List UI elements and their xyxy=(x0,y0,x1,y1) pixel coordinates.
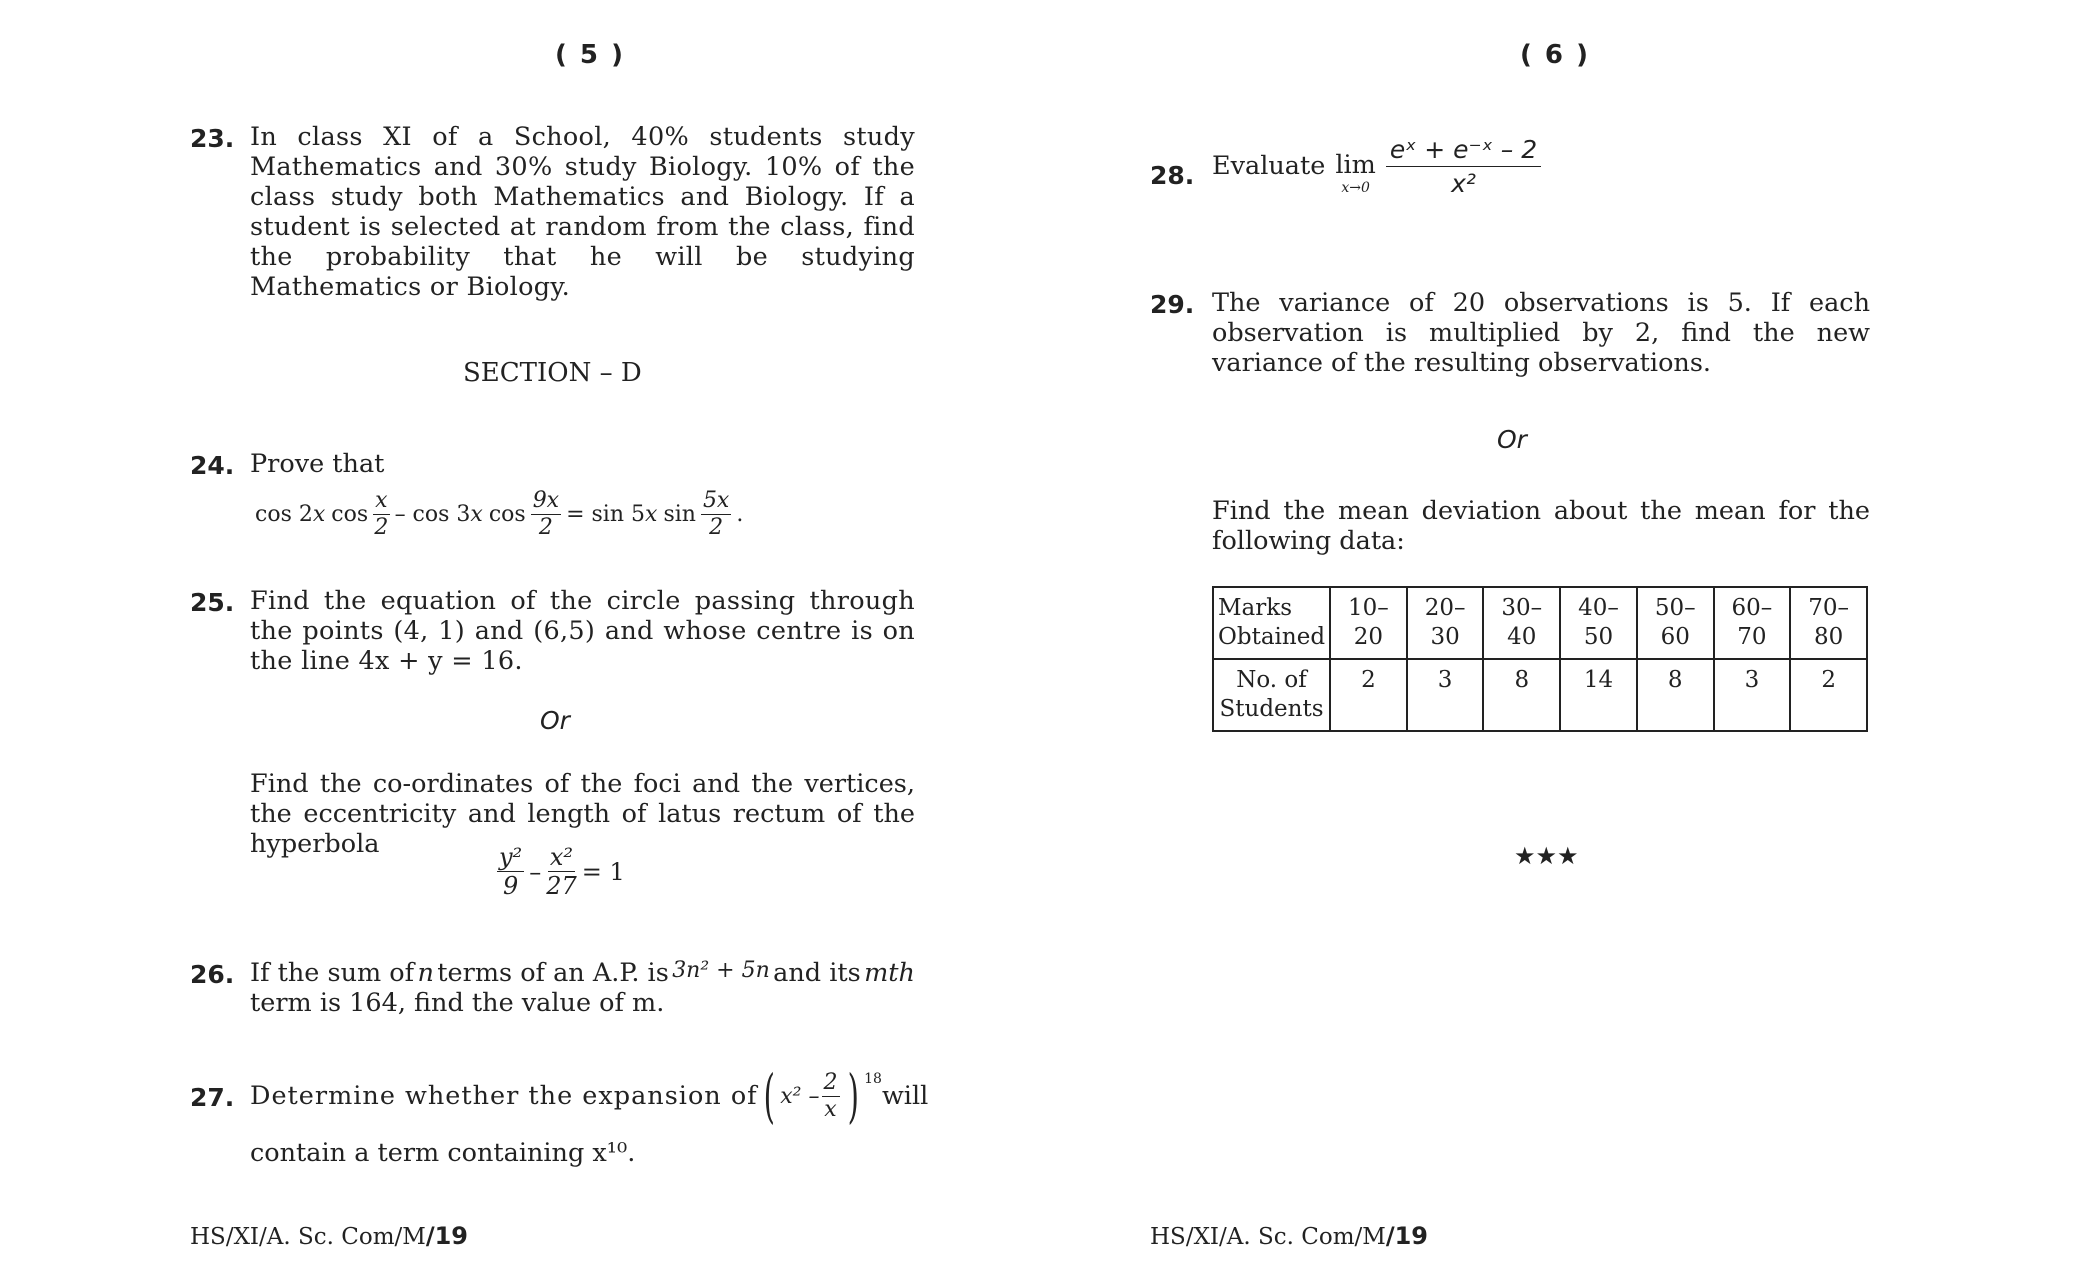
question-29-alt-text: Find the mean deviation about the mean for the following data: xyxy=(1212,496,1870,556)
question-23-text: In class XI of a School, 40% students study Mathematics and 30% study Biology. 10% of the class study both Mathematics and Biology. If a student is selected at random from the class, find the probability that he will be studying Mathematics or Biology. xyxy=(250,122,915,302)
question-26-line1 xyxy=(250,958,915,988)
table-cell-marks: 60–70 xyxy=(1714,587,1791,659)
table-cell-students: 2 xyxy=(1330,659,1407,731)
question-25-number: 25. xyxy=(190,588,235,617)
end-stars: ★★★ xyxy=(1514,842,1579,870)
table-row-students xyxy=(1213,659,1867,731)
q27-frac-2-x: $\frac{2}{x}$ xyxy=(823,1069,838,1122)
eq24-frac-9x-2: $\frac{9x}{2}$ xyxy=(532,488,560,540)
q27-exponent: 18 xyxy=(864,1071,882,1087)
table-cell-students: 2 xyxy=(1790,659,1867,731)
q28-fraction: $\frac{\text{eˣ + e⁻ˣ – 2}}{\text{x²}}$ xyxy=(1386,137,1541,196)
table-header-students: No. of Students xyxy=(1213,659,1330,731)
eq25-frac-y2-9: $\frac{\text{y²}}{9}$ xyxy=(499,843,523,900)
right-footer xyxy=(1150,1222,1428,1250)
eq24-cos-b: cos xyxy=(488,502,526,527)
table-cell-marks: 20–30 xyxy=(1407,587,1484,659)
left-footer-year: /19 xyxy=(425,1222,468,1250)
eq24-frac-5x-2: $\frac{5x}{2}$ xyxy=(702,488,730,540)
q27-text-b: will xyxy=(881,1081,929,1111)
question-25-or: Or xyxy=(540,706,570,735)
q26-text-a: If the sum of xyxy=(250,958,415,988)
q26-n: n xyxy=(417,958,434,988)
left-page-number: ( 5 ) xyxy=(555,40,625,70)
eq24-cos2: cos 2x xyxy=(255,502,326,527)
right-page-number: ( 6 ) xyxy=(1520,40,1590,70)
eq24-sin: sin xyxy=(663,502,696,527)
question-27-line1 xyxy=(250,1060,929,1132)
eq25-frac-x2-27: $\frac{\text{x²}}{27}$ xyxy=(546,843,577,900)
table-cell-students: 8 xyxy=(1637,659,1714,731)
question-27-line2: contain a term containing x¹⁰. xyxy=(250,1138,636,1168)
left-footer-code: HS/XI/A. Sc. Com/M xyxy=(190,1224,426,1250)
table-cell-students: 3 xyxy=(1714,659,1791,731)
eq24-period: . xyxy=(736,502,744,527)
question-25-alt-text: Find the co-ordinates of the foci and the vertices, the eccentricity and length of latus rectum of the hyperbola xyxy=(250,769,915,859)
question-24-equation xyxy=(252,490,746,539)
q27-expr-a: x² – xyxy=(780,1083,820,1109)
table-row-marks xyxy=(1213,587,1867,659)
question-25-text: Find the equation of the circle passing through the points (4, 1) and (6,5) and whose centre is on the line 4x + y = 16. xyxy=(250,586,915,676)
question-25-hyperbola-equation xyxy=(495,845,628,898)
q26-mth: mth xyxy=(864,958,915,988)
q27-expression: ( x² – $\frac{2}{x}$ ) 18 xyxy=(763,1062,882,1130)
table-cell-students: 8 xyxy=(1483,659,1560,731)
eq24-cos3: – cos 3x xyxy=(394,502,483,527)
table-cell-students: 3 xyxy=(1407,659,1484,731)
table-cell-marks: 30–40 xyxy=(1483,587,1560,659)
q28-limit xyxy=(1335,150,1376,196)
eq25-minus: – xyxy=(529,857,542,886)
right-footer-code: HS/XI/A. Sc. Com/M xyxy=(1150,1224,1386,1250)
eq25-rhs: = 1 xyxy=(581,857,625,886)
right-footer-year: /19 xyxy=(1385,1222,1428,1250)
table-cell-marks: 10–20 xyxy=(1330,587,1407,659)
question-27-number: 27. xyxy=(190,1083,235,1112)
eq24-frac-x-2: $\frac{x}{2}$ xyxy=(374,488,389,540)
frequency-table xyxy=(1212,586,1868,732)
question-24-text: Prove that xyxy=(250,449,385,479)
question-24-number: 24. xyxy=(190,451,235,480)
section-d-title: SECTION – D xyxy=(463,358,642,388)
table-cell-marks: 40–50 xyxy=(1560,587,1637,659)
eq24-sin5: = sin 5x xyxy=(566,502,658,527)
question-29-text: The variance of 20 observations is 5. If each observation is multiplied by 2, find the new variance of the resulting observations. xyxy=(1212,288,1870,378)
left-footer xyxy=(190,1222,468,1250)
table-header-marks: Marks Obtained xyxy=(1213,587,1330,659)
question-26-line2: term is 164, find the value of m. xyxy=(250,988,665,1018)
q28-evaluate: Evaluate xyxy=(1212,151,1326,181)
table-cell-marks: 70–80 xyxy=(1790,587,1867,659)
question-28-expression xyxy=(1212,136,1543,196)
table-cell-students: 14 xyxy=(1560,659,1637,731)
eq24-cos: cos xyxy=(331,502,369,527)
question-28-number: 28. xyxy=(1150,161,1195,190)
table-cell-marks: 50–60 xyxy=(1637,587,1714,659)
q26-text-c: and its xyxy=(773,958,861,988)
q28-lim: lim xyxy=(1335,150,1376,180)
question-29-number: 29. xyxy=(1150,290,1195,319)
question-29-or: Or xyxy=(1497,425,1527,454)
q26-expr: 3n² + 5n xyxy=(672,958,770,983)
q28-lim-sub: x→0 xyxy=(1341,180,1370,196)
q26-text-b: terms of an A.P. is xyxy=(437,958,669,988)
q27-text-a: Determine whether the expansion of xyxy=(250,1081,758,1111)
question-26-number: 26. xyxy=(190,960,235,989)
question-23-number: 23. xyxy=(190,124,235,153)
